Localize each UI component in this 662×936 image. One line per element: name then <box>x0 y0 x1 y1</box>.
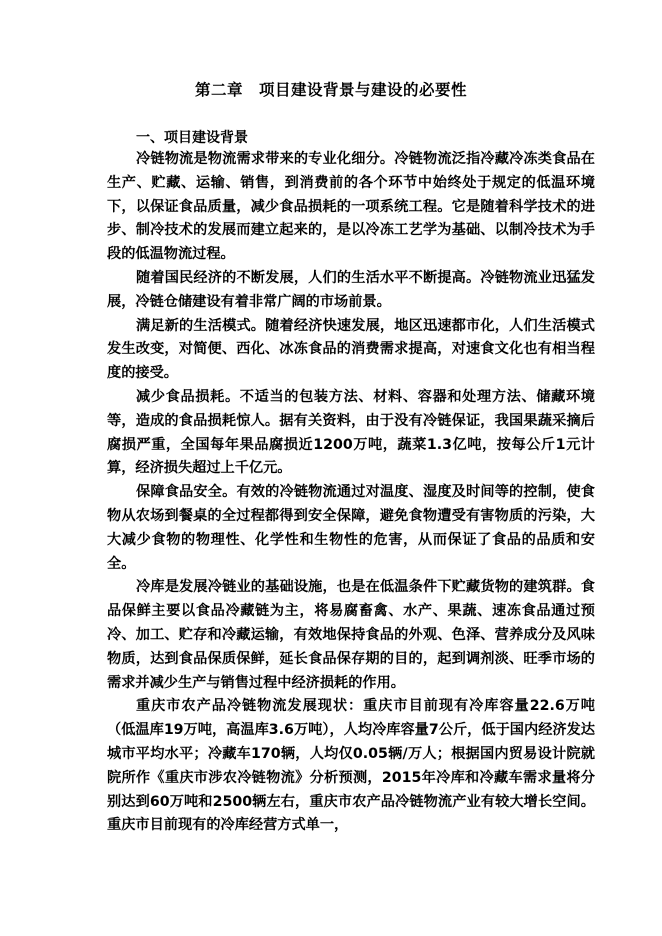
paragraph-new-lifestyle: 满足新的生活模式。随着经济快速发展，地区迅速都市化，人们生活模式发生改变，对简便、西化、冰冻食品的消费需求提高，对速食文化也有相当程度的接受。 <box>107 317 595 382</box>
paragraph-chongqing-status: 重庆市农产品冷链物流发展现状：重庆市目前现有冷库容量22.6万吨（低温库19万吨，高温库3.6万吨），人均冷库容量7公斤，低于国内经济发达城市平均水平；冷藏车170辆，人均仅0.05辆/万人；根据国内贸易设计院就院所作《重庆市涉农冷链物流》分析预测，2015年冷库和冷藏车需求量将分别达到60万吨和2500辆左右，重庆市农产品冷链物流产业有较大增长空间。重庆市目前现有的冷库经营方式单一， <box>107 698 595 834</box>
body-text <box>107 148 595 838</box>
paragraph-economic-development: 随着国民经济的不断发展，人们的生活水平不断提高。冷链物流业迅猛发展，冷链仓储建设有着非常广阔的市场前景。 <box>107 269 595 310</box>
paragraph-cold-storage: 冷库是发展冷链业的基础设施，也是在低温条件下贮藏货物的建筑群。食品保鲜主要以食品冷藏链为主，将易腐畜禽、水产、果蔬、速冻食品通过预冷、加工、贮存和冷藏运输，有效地保持食品的外观、色泽、营养成分及风味物质，达到食品保质保鲜，延长食品保存期的目的，起到调剂淡、旺季市场的需求并减少生产与销售过程中经济损耗的作用。 <box>107 579 595 691</box>
paragraph-reduce-food-loss: 减少食品损耗。不适当的包装方法、材料、容器和处理方法、储藏环境等，造成的食品损耗惊人。据有关资料，由于没有冷链保证，我国果蔬采摘后腐损严重，全国每年果品腐损近1200万吨，蔬菜1.3亿吨，按每公斤1元计算，经济损失超过上千亿元。 <box>107 388 595 477</box>
section-heading: 一、项目建设背景 <box>136 130 248 146</box>
chapter-title: 第二章 项目建设背景与建设的必要性 <box>194 81 467 99</box>
paragraph-food-safety: 保障食品安全。有效的冷链物流通过对温度、湿度及时间等的控制，使食物从农场到餐桌的全过程都得到安全保障，避免食物遭受有害物质的污染，大大减少食物的物理性、化学性和生物性的危害，从而保证了食品的品质和安全。 <box>107 484 595 572</box>
paragraph-cold-chain-definition: 冷链物流是物流需求带来的专业化细分。冷链物流泛指冷藏冷冻类食品在生产、贮藏、运输、销售，到消费前的各个环节中始终处于规定的低温环境下，以保证食品质量，减少食品损耗的一项系统工程。它是随着科学技术的进步、制冷技术的发展而建立起来的，是以冷冻工艺学为基础、以制冷技术为手段的低温物流过程。 <box>107 151 595 263</box>
